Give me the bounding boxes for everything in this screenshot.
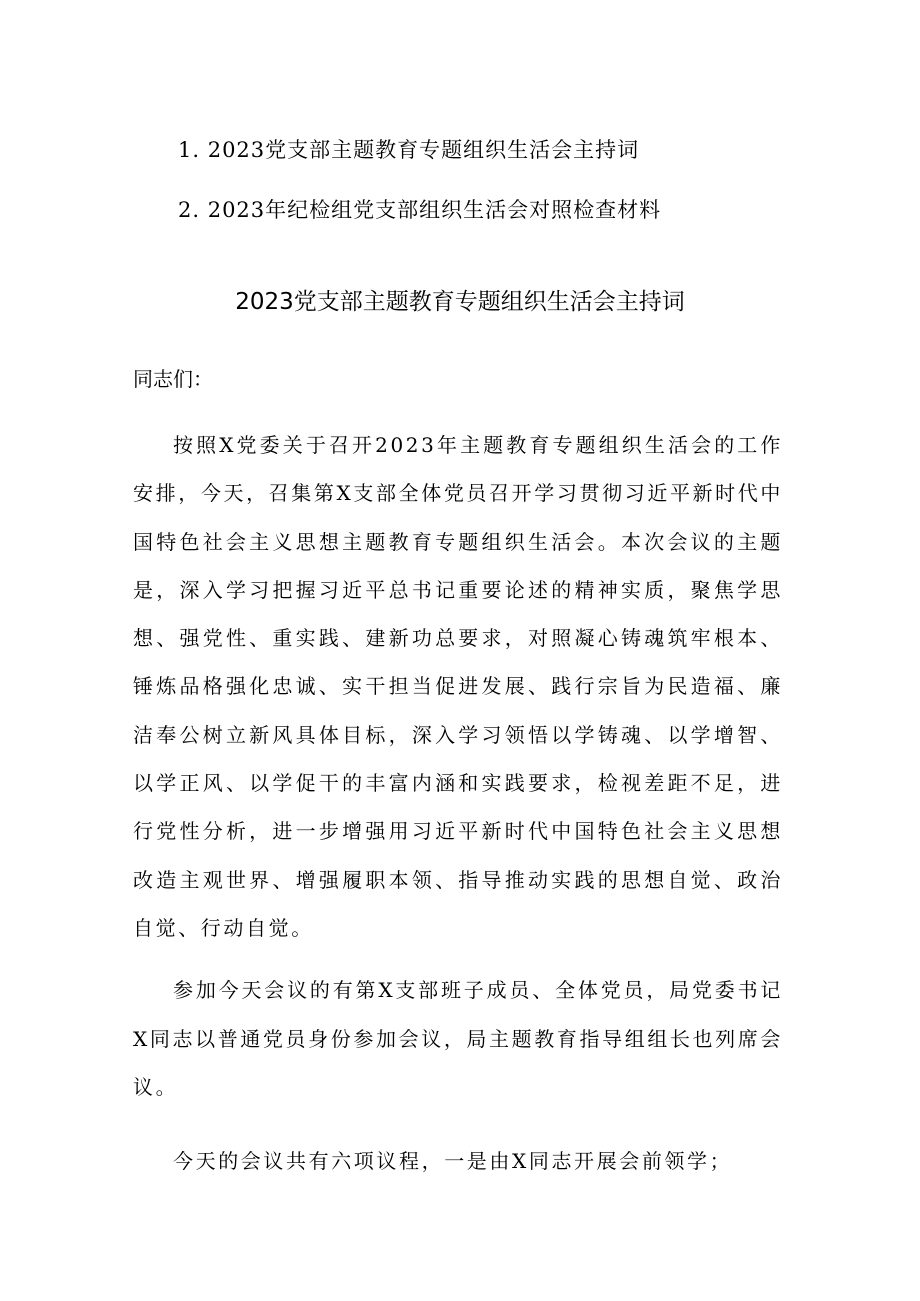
document-body bbox=[133, 364, 783, 1199]
paragraph-1: 按照X党委关于召开2023年主题教育专题组织生活会的工作安排，今天，召集第X支部全体党员召开学习贯彻习近平新时代中国特色社会主义思想主题教育专题组织生活会。本次会议的主题是，深入学习把握习近平总书记重要论述的精神实质，聚焦学思想、强党性、重实践、建新功总要求，对照凝心铸魂筑牢根本、锤炼品格强化忠诚、实干担当促进发展、践行宗旨为民造福、廉洁奉公树立新风具体目标，深入学习领悟以学铸魂、以学增智、以学正风、以学促干的丰富内涵和实践要求，检视差距不足，进行党性分析，进一步增强用习近平新时代中国特色社会主义思想改造主观世界、增强履职本领、指导推动实践的思想自觉、政治自觉、行动自觉。 bbox=[133, 433, 783, 940]
table-of-contents bbox=[178, 136, 818, 256]
paragraph-3: 今天的会议共有六项议程，一是由X同志开展会前领学； bbox=[173, 1149, 733, 1174]
toc-item-2: 2. 2023年纪检组党支部组织生活会对照检查材料 bbox=[178, 198, 662, 222]
paragraph-2: 参加今天会议的有第X支部班子成员、全体党员，局党委书记X同志以普通党员身份参加会议，局主题教育指导组组长也列席会议。 bbox=[133, 978, 783, 1099]
salutation: 同志们： bbox=[133, 367, 213, 391]
toc-item-1: 1. 2023党支部主题教育专题组织生活会主持词 bbox=[178, 138, 640, 162]
document-title: 2023党支部主题教育专题组织生活会主持词 bbox=[235, 289, 685, 315]
